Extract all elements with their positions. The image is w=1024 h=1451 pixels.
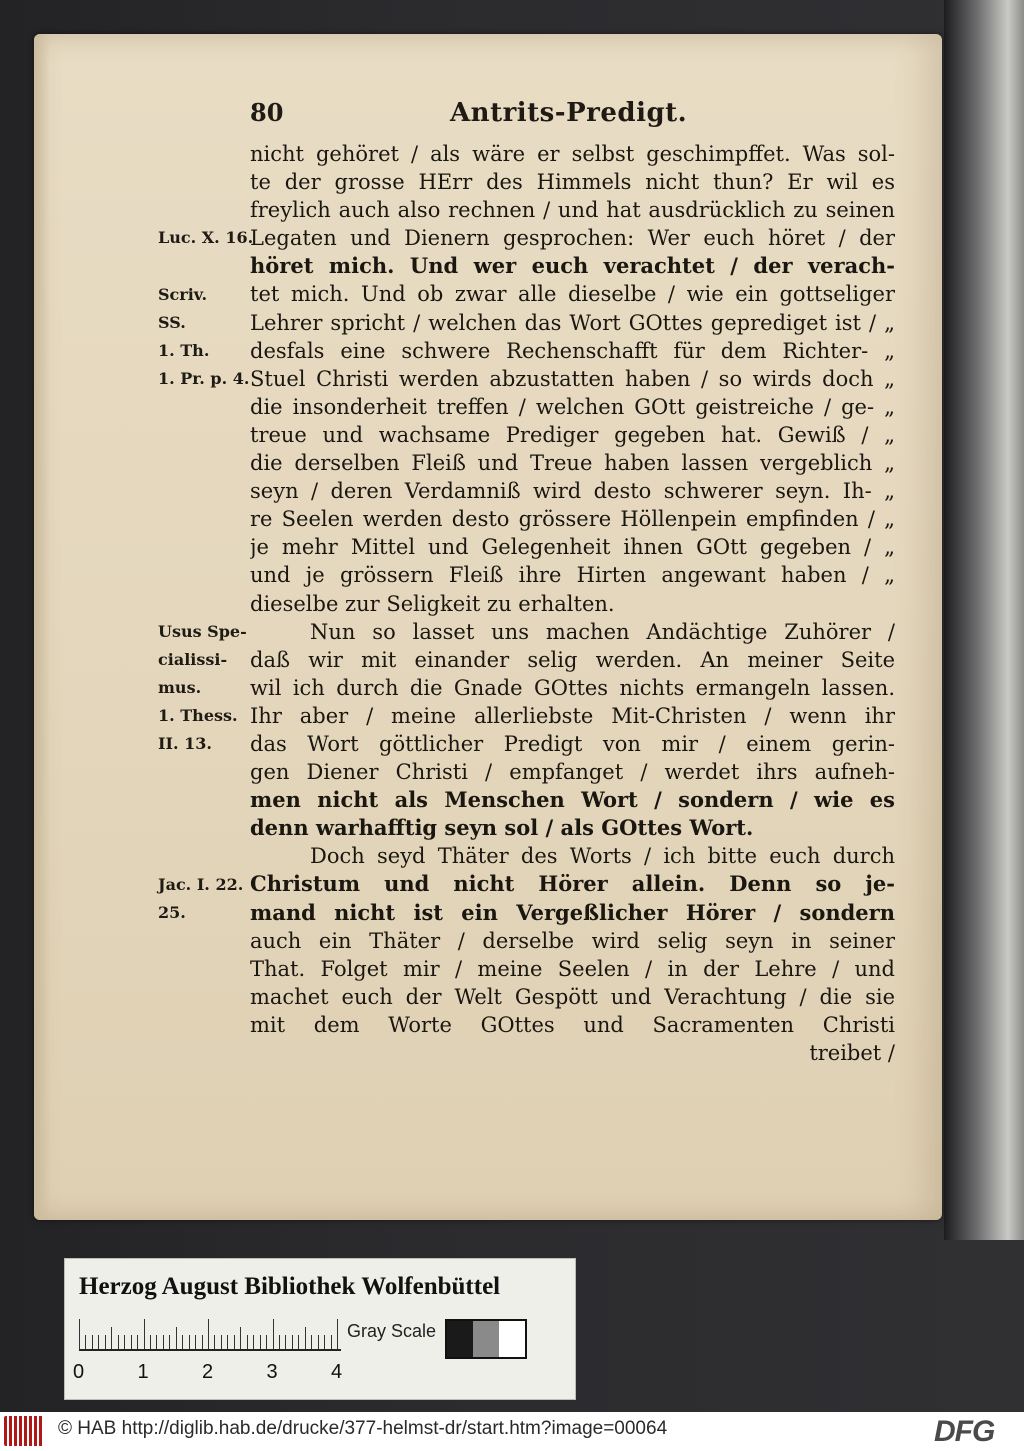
gray-swatch <box>473 1321 499 1357</box>
text-line: Doch seyd Thäter des Worts / ich bitte euch durch <box>310 844 895 869</box>
margin-note: II. 13. <box>158 734 212 754</box>
text-line: wil ich durch die Gnade GOttes nichts ermangeln lassen. <box>250 675 895 700</box>
text-line: Lehrer spricht / welchen das Wort GOttes geprediget ist / „ <box>250 310 895 335</box>
page-number: 80 <box>250 98 284 127</box>
ruler-tick <box>292 1335 293 1349</box>
margin-note: 1. Thess. <box>158 706 238 725</box>
ruler-tick <box>150 1335 151 1349</box>
ruler-tick <box>131 1335 132 1349</box>
gray-swatch <box>447 1321 473 1357</box>
text-line: desfals eine schwere Rechenschafft für dem Richter- „ <box>250 338 895 363</box>
text-line: nicht gehöret / als wäre er selbst geschimpffet. Was sol- <box>250 142 895 166</box>
scale-card <box>64 1258 576 1400</box>
text-line: That. Folget mir / meine Seelen / in der Lehre / und <box>250 956 895 981</box>
text-line: Christum und nicht Hörer allein. Denn so je- <box>250 871 895 897</box>
ruler-tick <box>169 1335 170 1349</box>
margin-note: Jac. I. 22. <box>158 874 244 894</box>
ruler-tick <box>273 1319 274 1349</box>
text-line: dieselbe zur Seligkeit zu erhalten. <box>250 591 615 616</box>
ruler-tick <box>253 1335 254 1349</box>
page-left-shadow <box>34 34 50 1220</box>
ruler-tick <box>260 1335 261 1349</box>
ruler-tick <box>105 1335 106 1349</box>
library-name: Herzog August Bibliothek Wolfenbüttel <box>79 1273 501 1300</box>
text-line: mand nicht ist ein Vergeßlicher Hörer / sondern <box>250 899 895 925</box>
text-line: treue und wachsame Prediger gegeben hat. Gewiß / „ <box>250 422 895 447</box>
ruler-tick <box>227 1335 228 1349</box>
text-line: höret mich. Und wer euch verachtet / der verach- <box>250 253 895 279</box>
text-line: auch ein Thäter / derselbe wird selig seyn in seiner <box>250 928 895 953</box>
ruler-tick <box>144 1319 145 1349</box>
text-line: re Seelen werden desto grössere Höllenpein empfinden / „ <box>250 507 895 532</box>
ruler-tick <box>305 1327 306 1349</box>
text-line: Nun so lasset uns machen Andächtige Zuhörer / <box>310 619 895 644</box>
margin-note: cialissi- <box>158 649 228 669</box>
text-line: freylich auch also rechnen / und hat ausdrücklich zu seinen <box>250 198 895 223</box>
margin-note: SS. <box>158 312 186 332</box>
ruler-tick <box>285 1335 286 1349</box>
ruler-tick <box>85 1335 86 1349</box>
text-line: men nicht als Menschen Wort / sondern / wie es <box>250 787 895 813</box>
text-line: und je grössern Fleiß ihre Hirten angewant haben / „ <box>250 563 895 588</box>
ruler-tick <box>266 1335 267 1349</box>
margin-note: mus. <box>158 677 202 697</box>
scale-number: 3 <box>266 1361 278 1383</box>
ruler-tick <box>118 1335 119 1349</box>
text-line: die derselben Fleiß und Treue haben lassen vergeblich „ <box>250 451 895 476</box>
ruler-tick <box>176 1327 177 1349</box>
ruler-tick <box>156 1335 157 1349</box>
scale-number: 1 <box>137 1361 149 1383</box>
ruler-tick <box>92 1335 93 1349</box>
ruler-tick <box>240 1327 241 1349</box>
text-line: die insonderheit treffen / welchen GOtt geistreiche / ge- „ <box>250 394 895 419</box>
ruler-tick <box>247 1335 248 1349</box>
text-line: te der grosse HErr des Himmels nicht thun? Er wil es <box>250 170 895 195</box>
text-line: mit dem Worte GOttes und Sacramenten Christi <box>250 1012 895 1037</box>
ruler-tick <box>163 1335 164 1349</box>
ruler-tick <box>79 1319 80 1349</box>
ruler-tick <box>214 1335 215 1349</box>
text-line: treibet / <box>809 1041 895 1065</box>
ruler-tick <box>221 1335 222 1349</box>
ruler-tick <box>208 1319 209 1349</box>
hab-logo-icon <box>4 1416 44 1446</box>
text-line: machet euch der Welt Gespött und Verachtung / die sie <box>250 984 895 1009</box>
text-line: gen Diener Christi / empfanget / werdet ihrs aufneh- <box>250 760 895 785</box>
text-line: denn warhafftig seyn sol / als GOttes Wort. <box>250 815 754 841</box>
scale-number: 0 <box>73 1361 85 1383</box>
margin-note: Scriv. <box>158 284 208 304</box>
margin-note: 1. Th. <box>158 340 210 360</box>
text-line: seyn / deren Verdamniß wird desto schwerer seyn. Ih- „ <box>250 479 895 504</box>
citation-link[interactable]: © HAB http://diglib.hab.de/drucke/377-helmst-dr/start.htm?image=00064 <box>58 1418 668 1439</box>
ruler-tick <box>98 1335 99 1349</box>
ruler-tick <box>234 1335 235 1349</box>
text-line: je mehr Mittel und Gelegenheit ihnen GOtt gegeben / „ <box>250 535 895 560</box>
body-text <box>250 140 895 1067</box>
gray-scale-swatches <box>445 1319 527 1359</box>
running-head-title: Antrits-Predigt. <box>450 98 688 128</box>
running-head <box>250 98 890 132</box>
ruler-tick <box>202 1335 203 1349</box>
gray-scale-label: Gray Scale <box>347 1321 437 1341</box>
ruler-tick <box>195 1335 196 1349</box>
ruler-tick <box>298 1335 299 1349</box>
margin-note: Usus Spe- <box>158 621 247 641</box>
text-line: Stuel Christi werden abzustatten haben / so wirds doch „ <box>250 366 895 391</box>
text-line: das Wort göttlicher Predigt von mir / einem gerin- <box>250 731 895 756</box>
text-line: tet mich. Und ob zwar alle dieselbe / wie ein gottseliger <box>250 282 895 307</box>
ruler-tick <box>311 1335 312 1349</box>
ruler-tick <box>337 1319 338 1349</box>
margin-note: 25. <box>158 902 186 922</box>
ruler-tick <box>111 1327 112 1349</box>
measurement-ruler <box>79 1315 341 1351</box>
margin-note: Luc. X. 16. <box>158 228 254 248</box>
ruler-tick <box>279 1335 280 1349</box>
text-line: daß wir mit einander selig werden. An meiner Seite <box>250 647 895 672</box>
text-line: Ihr aber / meine allerliebste Mit-Christen / wenn ihr <box>250 703 895 728</box>
scale-numbers <box>73 1361 373 1385</box>
ruler-tick <box>137 1335 138 1349</box>
text-line: Legaten und Dienern gesprochen: Wer euch höret / der <box>250 226 895 251</box>
ruler-tick <box>124 1335 125 1349</box>
margin-note: 1. Pr. p. 4. <box>158 368 250 388</box>
ruler-tick <box>324 1335 325 1349</box>
gray-swatch <box>499 1321 525 1357</box>
scale-number: 2 <box>202 1361 214 1383</box>
ruler-tick <box>318 1335 319 1349</box>
dfg-logo: DFG <box>934 1415 995 1448</box>
footer-bar <box>0 1412 1024 1451</box>
scale-number: 4 <box>331 1361 343 1383</box>
ruler-tick <box>182 1335 183 1349</box>
ruler-tick <box>331 1335 332 1349</box>
adjacent-page-edge <box>944 0 1024 1240</box>
ruler-tick <box>189 1335 190 1349</box>
